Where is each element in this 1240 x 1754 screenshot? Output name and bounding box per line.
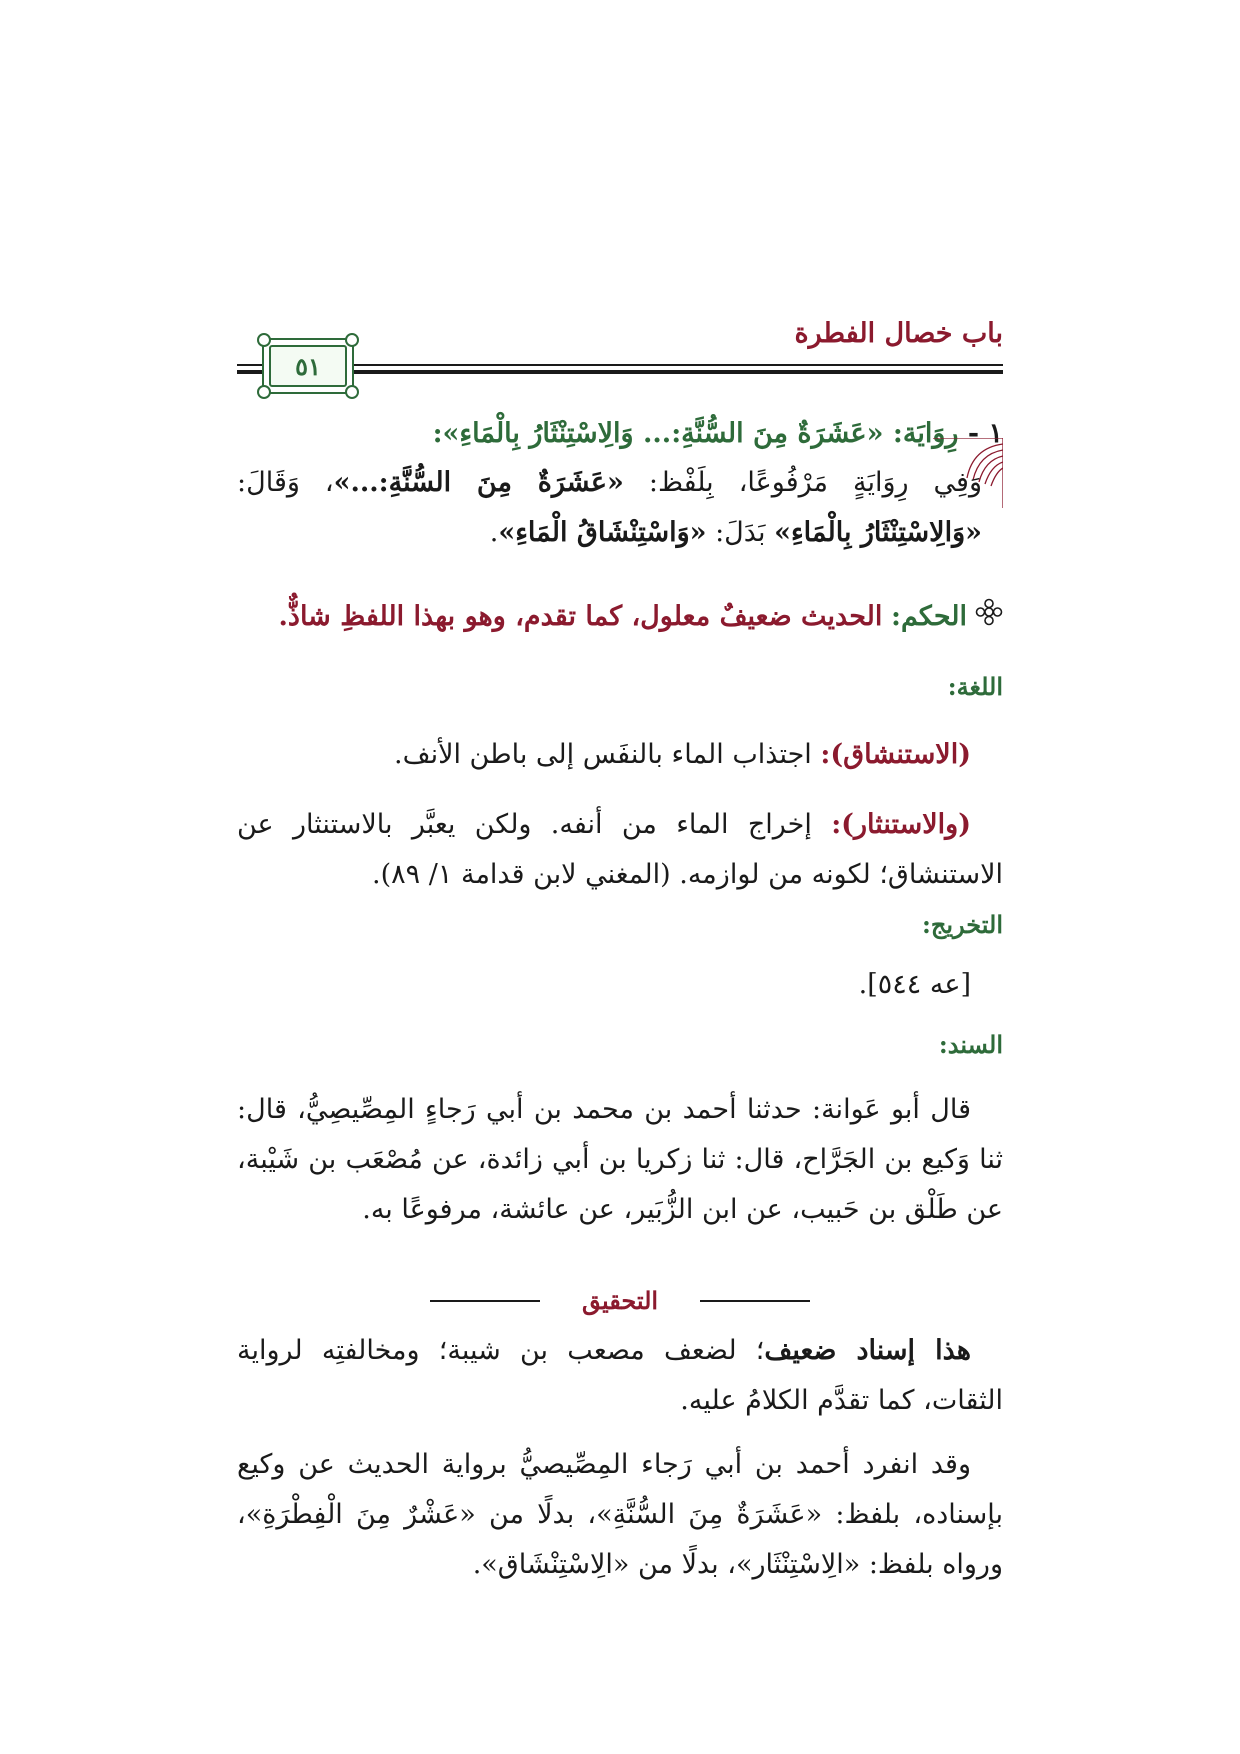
page-number: ٥١ [269,345,347,387]
section-heading [237,409,1003,459]
takhrij-label: التخريج: [922,910,1003,939]
tahqiq-paragraph-2: وقد انفرد أحمد بن أبي رَجاء المِصِّيصيُّ برواية الحديث عن وكيع بإسناده، بلفظ: «عَشَرَةٌ مِنَ السُّنَّةِ»، بدلًا من «عَشْرٌ مِنَ الْفِطْرَةِ»، ورواه بلفظ: «الِاسْتِنْثَار»، بدلًا من «الِاسْتِنْشَاق». [237,1449,1003,1580]
tahqiq-label: التحقيق [570,1286,670,1315]
section-heading-text: رِوَايَة: «عَشَرَةٌ مِنَ السُّنَّةِ:... وَالِاسْتِنْثَارُ بِالْمَاءِ»: [432,418,959,449]
ruling-text: الحديث ضعيفٌ معلول، كما تقدم، وهو بهذا اللفظِ شاذٌّ. [278,601,883,632]
tahqiq-bold: هذا إسناد ضعيف [764,1335,971,1366]
sanad-label-line [237,1020,1003,1070]
section-number: ١ - [958,418,1003,449]
flower-ornament-icon [975,593,1003,643]
tahqiq-rest: ؛ لضعف مصعب بن شيبة؛ ومخالفتِه لرواية الثقات، كما تقدَّم الكلامُ عليه. [237,1335,1003,1416]
intro-quote-3: «وَاسْتِنْشَاقُ الْمَاءِ» [498,517,707,548]
intro-quote-2: «وَالِاسْتِنْثَارُ بِالْمَاءِ» [774,517,982,548]
intro-text-2: ، وَقَالَ: [237,467,334,498]
lugha-term-2: (والاستنثار): [831,809,971,840]
intro-text-1: وَفِي رِوَايَةٍ مَرْفُوعًا، بِلَفْظ: [623,467,982,498]
takhrij-text: [عه ٥٤٤]. [858,969,971,1000]
intro-quote-1: «عَشَرَةٌ مِنَ السُّنَّةِ:...» [333,467,624,498]
tahqiq-divider [430,1286,810,1316]
lugha-def-1: اجتذاب الماء بالنفَس إلى باطن الأنف. [394,739,821,770]
lugha-item-2 [237,800,1003,900]
page-number-badge [262,338,354,394]
intro-text-4: . [489,517,499,548]
lugha-term-1: (الاستنشاق): [820,739,971,770]
lugha-label: اللغة: [947,672,1003,701]
ruling-label: الحكم: [890,601,967,632]
lugha-item-1 [237,730,1003,780]
takhrij-label-line [237,900,1003,950]
lugha-label-line [237,662,1003,712]
tahqiq-paragraph-1 [237,1326,1003,1426]
ruling-line [237,592,1003,643]
intro-text-3: بَدَلَ: [706,517,775,548]
sanad-text: قال أبو عَوانة: حدثنا أحمد بن محمد بن أبي رَجاءٍ المِصِّيصِيُّ، قال: ثنا وَكيع بن الجَرَّاح، قال: ثنا زكريا بن أبي زائدة، عن مُصْعَب بن شَيْبة، عن طَلْق بن حَبيب، عن ابن الزُّبَير، عن عائشة، مرفوعًا به. [237,1094,1003,1225]
sanad-label: السند: [938,1030,1003,1059]
chapter-title: باب خصال الفطرة [794,318,1003,349]
intro-paragraph [237,458,982,558]
lugha-def-2: إخراج الماء من أنفه. ولكن يعبَّر بالاستنثار عن الاستنشاق؛ لكونه من لوازمه. (المغني لابن قدامة ١/ ٨٩). [237,809,1003,890]
